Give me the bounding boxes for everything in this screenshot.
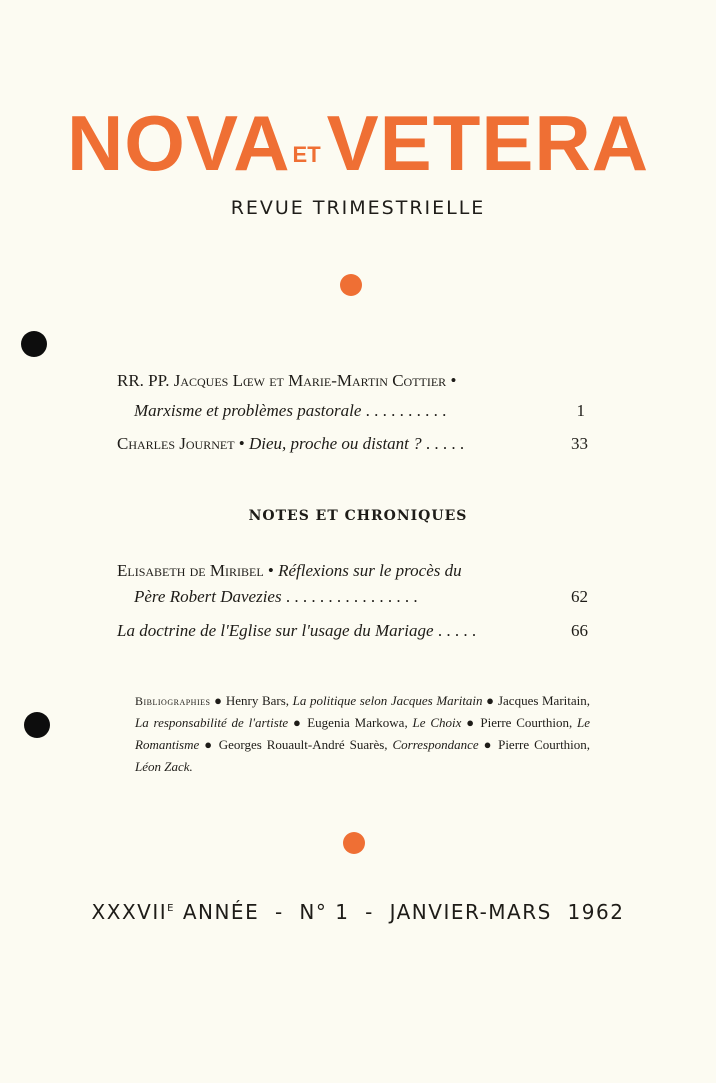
- bib-entry-2-author: Jacques Maritain,: [497, 693, 591, 708]
- issue-annee: ANNÉE: [182, 900, 260, 924]
- bib-entry-4-title: Le Romantisme: [135, 715, 591, 752]
- bibliography-heading: Bibliographies: [135, 694, 211, 708]
- bib-entry-6-title: Léon Zack.: [135, 759, 193, 774]
- notes-entry-1-author-line: [117, 560, 462, 582]
- bib-entry-3-author: Eugenia Markowa,: [307, 715, 408, 730]
- bib-entry-5-title: Correspondance: [392, 737, 479, 752]
- notes-entry-1-bullet: •: [267, 561, 274, 580]
- toc-entry-2-leader: . . . . .: [425, 434, 465, 453]
- issue-line: [0, 900, 716, 924]
- issue-dash-1: -: [274, 900, 284, 924]
- bib-entry-5-author: Georges Rouault-André Suarès,: [218, 737, 388, 752]
- issue-year: 1962: [567, 900, 625, 924]
- bib-entry-4-author: Pierre Courthion,: [480, 715, 573, 730]
- notes-entry-2-leader: . . . . .: [437, 621, 477, 640]
- toc-entry-2-line: [117, 433, 464, 455]
- notes-heading: NOTES ET CHRONIQUES: [248, 508, 468, 524]
- notes-entry-1-title-line: [134, 586, 418, 608]
- title-vetera: VETERA: [326, 99, 650, 187]
- notes-entry-2-line: [117, 620, 476, 642]
- bib-entry-3-title: Le Choix: [412, 715, 462, 730]
- toc-entry-1-title: Marxisme et problèmes pastorale: [134, 401, 362, 420]
- toc-entry-2-page: 33: [571, 434, 588, 453]
- notes-entry-2-title: La doctrine de l'Eglise sur l'usage du Mariage: [117, 621, 434, 640]
- notes-entry-1-author: Elisabeth de Miribel: [117, 561, 264, 580]
- notes-entry-1-leader: . . . . . . . . . . . . . . . .: [285, 587, 418, 606]
- bibliography-separator: ●: [466, 715, 476, 730]
- journal-title: [0, 98, 716, 200]
- toc-entry-1-page: 1: [576, 401, 585, 420]
- punch-hole-top: [21, 331, 47, 357]
- issue-dash-2: -: [365, 900, 374, 924]
- bibliography-separator: ●: [486, 693, 495, 708]
- bibliography-separator: ●: [293, 715, 303, 730]
- bibliography-block: [135, 690, 590, 778]
- toc-entry-1-leader: . . . . . . . . . .: [365, 401, 447, 420]
- toc-entry-1-author-line: [117, 370, 456, 392]
- issue-volume: XXXVII: [91, 900, 168, 924]
- toc-entry-1-title-line: [134, 400, 446, 422]
- toc-entry-2-bullet: •: [238, 434, 245, 453]
- notes-entry-1-page: 62: [571, 587, 588, 606]
- title-et: ET: [292, 142, 321, 168]
- toc-entry-1-author: RR. PP. Jacques Lœw et Marie-Martin Cottier: [117, 371, 447, 390]
- bib-entry-1-title: La politique selon Jacques Maritain: [292, 693, 483, 708]
- notes-entry-2-page: 66: [571, 621, 588, 640]
- bib-entry-1-author: Henry Bars,: [225, 693, 290, 708]
- bib-entry-6-author: Pierre Courthion,: [498, 737, 591, 752]
- toc-entry-2-author: Charles Journet: [117, 434, 235, 453]
- bib-entry-2-title: La responsabilité de l'artiste: [135, 715, 289, 730]
- issue-number: N° 1: [299, 900, 350, 924]
- title-nova: NOVA: [66, 99, 291, 187]
- notes-entry-1-title-part2: Père Robert Davezies: [134, 587, 282, 606]
- bibliography-separator: ●: [204, 737, 214, 752]
- orange-dot-bottom: [343, 832, 365, 854]
- toc-entry-2-title: Dieu, proche ou distant ?: [249, 434, 422, 453]
- issue-volume-suffix: E: [167, 903, 175, 914]
- journal-subtitle: REVUE TRIMESTRIELLE: [230, 197, 486, 219]
- punch-hole-bottom: [24, 712, 50, 738]
- bibliography-separator: ●: [483, 737, 494, 752]
- orange-dot-top: [340, 274, 362, 296]
- toc-entry-1-bullet: •: [450, 371, 457, 390]
- bibliography-separator: ●: [214, 693, 223, 708]
- notes-entry-1-title-part1: Réflexions sur le procès du: [278, 561, 462, 580]
- issue-period: JANVIER-MARS: [389, 900, 552, 924]
